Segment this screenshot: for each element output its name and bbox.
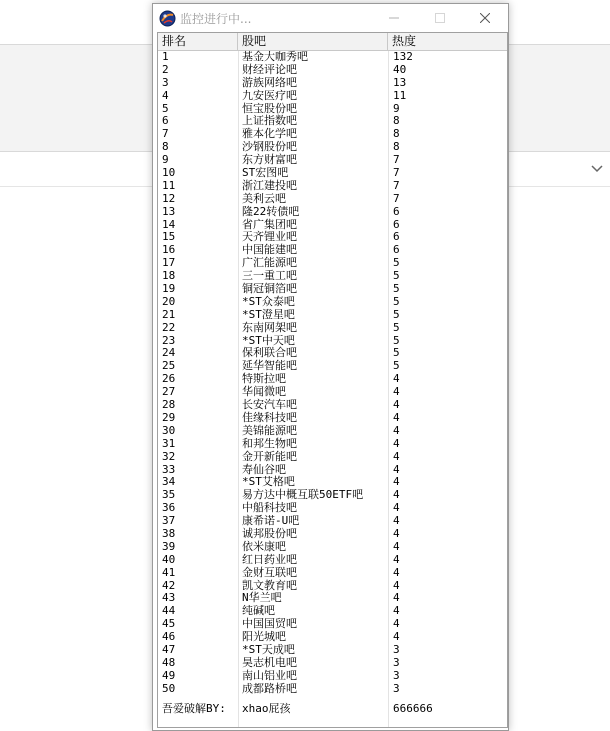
app-globe-icon xyxy=(159,10,176,27)
column-header-forum[interactable]: 股吧 xyxy=(238,33,388,50)
forum-name-cell: 保利联合吧 xyxy=(242,346,297,360)
rank-cell: 10 xyxy=(162,166,176,180)
list-item[interactable] xyxy=(158,167,507,180)
forum-name-cell: 恒宝股份吧 xyxy=(242,101,297,115)
rank-cell: 47 xyxy=(162,642,176,656)
list-item[interactable] xyxy=(158,464,507,477)
heat-cell: 5 xyxy=(393,294,400,308)
forum-name-cell: 华闻微吧 xyxy=(242,385,286,399)
rank-cell: 16 xyxy=(162,243,176,257)
forum-name-cell: 南山铝业吧 xyxy=(242,668,297,682)
forum-name-cell: 红日药业吧 xyxy=(242,552,297,566)
forum-name-cell: 浙江建投吧 xyxy=(242,178,297,192)
rank-cell: 25 xyxy=(162,359,176,373)
list-item[interactable] xyxy=(158,580,507,593)
forum-name-cell: 财经评论吧 xyxy=(242,62,297,76)
rank-cell: 30 xyxy=(162,423,176,437)
forum-name-cell: 中国国贸吧 xyxy=(242,617,297,631)
list-item[interactable] xyxy=(158,322,507,335)
forum-name-cell: 美锦能源吧 xyxy=(242,423,297,437)
list-item[interactable] xyxy=(158,244,507,257)
heat-cell: 4 xyxy=(393,449,400,463)
heat-cell: 7 xyxy=(393,153,400,167)
list-item[interactable] xyxy=(158,231,507,244)
rank-cell: 19 xyxy=(162,282,176,296)
heat-cell: 8 xyxy=(393,140,400,154)
rank-cell: 22 xyxy=(162,320,176,334)
maximize-button[interactable] xyxy=(417,4,463,33)
heat-cell: 4 xyxy=(393,398,400,412)
title-bar[interactable] xyxy=(153,4,508,33)
heat-cell: 40 xyxy=(393,62,407,76)
forum-name-cell: 沙钢股份吧 xyxy=(242,140,297,154)
forum-name-cell: 长安汽车吧 xyxy=(242,398,297,412)
heat-cell: 13 xyxy=(393,75,407,89)
heat-cell: 4 xyxy=(393,372,400,386)
rank-cell: 9 xyxy=(162,153,169,167)
column-header-heat[interactable]: 热度 xyxy=(392,34,417,48)
forum-name-cell: 易方达中概互联50ETF吧 xyxy=(242,488,364,502)
rank-cell: 26 xyxy=(162,372,176,386)
minimize-icon xyxy=(389,13,399,23)
list-item[interactable] xyxy=(158,670,507,683)
heat-cell: 4 xyxy=(393,591,400,605)
monitor-window xyxy=(152,3,509,731)
list-item[interactable] xyxy=(158,283,507,296)
heat-cell: 5 xyxy=(393,333,400,347)
list-item[interactable] xyxy=(158,528,507,541)
rank-cell: 49 xyxy=(162,668,176,682)
forum-name-cell: *ST艾格吧 xyxy=(242,475,295,489)
list-item[interactable] xyxy=(158,64,507,77)
close-icon xyxy=(480,13,490,23)
forum-name-cell: 寿仙谷吧 xyxy=(242,462,286,476)
rank-cell: 35 xyxy=(162,488,176,502)
forum-name-cell: 金开新能吧 xyxy=(242,449,297,463)
rank-cell: 21 xyxy=(162,307,176,321)
window-title: 监控进行中... xyxy=(180,12,252,26)
heat-cell: 4 xyxy=(393,578,400,592)
heat-cell: 4 xyxy=(393,410,400,424)
forum-name-cell: 中船科技吧 xyxy=(242,501,297,515)
heat-cell: 4 xyxy=(393,514,400,528)
list-item[interactable] xyxy=(158,270,507,283)
rank-cell: 50 xyxy=(162,681,176,695)
list-item[interactable] xyxy=(158,399,507,412)
rank-cell: 11 xyxy=(162,178,176,192)
heat-cell: 4 xyxy=(393,501,400,515)
forum-name-cell: 基金大咖秀吧 xyxy=(242,50,308,63)
list-item[interactable] xyxy=(158,219,507,232)
rank-cell: 15 xyxy=(162,230,176,244)
heat-cell: 6 xyxy=(393,243,400,257)
chevron-down-icon[interactable] xyxy=(590,162,604,176)
list-item[interactable] xyxy=(158,554,507,567)
forum-name-cell: 昊志机电吧 xyxy=(242,655,297,669)
heat-cell: 4 xyxy=(393,630,400,644)
rank-cell: 32 xyxy=(162,449,176,463)
heat-cell: 4 xyxy=(393,462,400,476)
rank-cell: 18 xyxy=(162,269,176,283)
heat-cell: 5 xyxy=(393,346,400,360)
heat-cell: 7 xyxy=(393,166,400,180)
forum-name-cell: 成都路桥吧 xyxy=(242,681,297,695)
forum-name-cell: 金财互联吧 xyxy=(242,565,297,579)
rank-cell: 44 xyxy=(162,604,176,618)
forum-name-cell: N华兰吧 xyxy=(242,591,282,605)
list-item[interactable] xyxy=(158,502,507,515)
forum-name-cell: ST宏图吧 xyxy=(242,166,289,180)
forum-name-cell: 凯文教育吧 xyxy=(242,578,297,592)
forum-name-cell: *ST中天吧 xyxy=(242,333,295,347)
forum-name-cell: 中国能建吧 xyxy=(242,243,297,257)
forum-name-cell: 上证指数吧 xyxy=(242,114,297,128)
forum-name-cell: 东方财富吧 xyxy=(242,153,297,167)
rank-cell: 12 xyxy=(162,191,176,205)
heat-cell: 9 xyxy=(393,101,400,115)
heat-cell: 4 xyxy=(393,385,400,399)
forum-name-cell: 省广集团吧 xyxy=(242,217,297,231)
list-item[interactable] xyxy=(158,412,507,425)
footer-code: 666666 xyxy=(393,702,433,715)
list-item[interactable] xyxy=(158,90,507,103)
rank-cell: 45 xyxy=(162,617,176,631)
rank-cell: 46 xyxy=(162,630,176,644)
rank-cell: 5 xyxy=(162,101,169,115)
rank-cell: 34 xyxy=(162,475,176,489)
rank-cell: 28 xyxy=(162,398,176,412)
forum-name-cell: 铜冠铜箔吧 xyxy=(242,282,297,296)
forum-name-cell: 纯碱吧 xyxy=(242,604,275,618)
heat-cell: 4 xyxy=(393,604,400,618)
forum-name-cell: 诚邦股份吧 xyxy=(242,526,297,540)
rank-cell: 7 xyxy=(162,127,169,141)
rank-cell: 27 xyxy=(162,385,176,399)
rank-cell: 48 xyxy=(162,655,176,669)
rank-cell: 17 xyxy=(162,256,176,270)
list-item[interactable] xyxy=(158,541,507,554)
heat-cell: 5 xyxy=(393,282,400,296)
heat-cell: 8 xyxy=(393,127,400,141)
list-item[interactable] xyxy=(158,128,507,141)
rank-cell: 40 xyxy=(162,552,176,566)
maximize-icon xyxy=(435,13,445,23)
list-item[interactable] xyxy=(158,103,507,116)
rank-cell: 36 xyxy=(162,501,176,515)
heat-cell: 5 xyxy=(393,359,400,373)
list-item[interactable] xyxy=(158,425,507,438)
ranking-list[interactable] xyxy=(157,32,508,728)
forum-name-cell: 和邦生物吧 xyxy=(242,436,297,450)
rank-cell: 20 xyxy=(162,294,176,308)
forum-name-cell: *ST澄星吧 xyxy=(242,307,295,321)
list-item[interactable] xyxy=(158,592,507,605)
rank-cell: 42 xyxy=(162,578,176,592)
heat-cell: 6 xyxy=(393,204,400,218)
heat-cell: 6 xyxy=(393,230,400,244)
list-item[interactable] xyxy=(158,438,507,451)
rank-cell: 14 xyxy=(162,217,176,231)
column-header-rank[interactable]: 排名 xyxy=(158,33,238,50)
rank-cell: 33 xyxy=(162,462,176,476)
list-item[interactable] xyxy=(158,309,507,322)
list-item[interactable] xyxy=(158,605,507,618)
rank-cell: 41 xyxy=(162,565,176,579)
list-item[interactable] xyxy=(158,567,507,580)
rank-cell: 37 xyxy=(162,514,176,528)
list-item[interactable] xyxy=(158,347,507,360)
list-item[interactable] xyxy=(158,515,507,528)
forum-name-cell: 延华智能吧 xyxy=(242,359,297,373)
rank-cell: 24 xyxy=(162,346,176,360)
list-footer-row xyxy=(158,702,507,716)
list-item[interactable] xyxy=(158,77,507,90)
heat-cell: 4 xyxy=(393,539,400,553)
list-item[interactable] xyxy=(158,193,507,206)
forum-name-cell: 游族网络吧 xyxy=(242,75,297,89)
rank-cell: 4 xyxy=(162,88,169,102)
list-item[interactable] xyxy=(158,335,507,348)
list-item[interactable] xyxy=(158,154,507,167)
list-item[interactable] xyxy=(158,683,507,696)
forum-name-cell: 特斯拉吧 xyxy=(242,372,286,386)
list-item[interactable] xyxy=(158,657,507,670)
forum-name-cell: 美利云吧 xyxy=(242,191,286,205)
list-item[interactable] xyxy=(158,644,507,657)
heat-cell: 4 xyxy=(393,436,400,450)
forum-name-cell: 九安医疗吧 xyxy=(242,88,297,102)
rank-cell: 2 xyxy=(162,62,169,76)
heat-cell: 5 xyxy=(393,256,400,270)
heat-cell: 8 xyxy=(393,114,400,128)
heat-cell: 11 xyxy=(393,88,407,102)
forum-name-cell: *ST天成吧 xyxy=(242,642,295,656)
heat-cell: 5 xyxy=(393,307,400,321)
list-rows xyxy=(158,51,507,696)
footer-author: xhao屁孩 xyxy=(242,702,291,715)
list-item[interactable] xyxy=(158,141,507,154)
footer-credit-label: 吾爱破解BY: xyxy=(162,702,226,715)
heat-cell: 5 xyxy=(393,320,400,334)
list-item[interactable] xyxy=(158,618,507,631)
heat-cell: 4 xyxy=(393,552,400,566)
rank-cell: 6 xyxy=(162,114,169,128)
forum-name-cell: 康希诺-U吧 xyxy=(242,514,300,528)
rank-cell: 13 xyxy=(162,204,176,218)
list-item[interactable] xyxy=(158,115,507,128)
list-item[interactable] xyxy=(158,631,507,644)
heat-cell: 4 xyxy=(393,475,400,489)
list-item[interactable] xyxy=(158,296,507,309)
heat-cell: 6 xyxy=(393,217,400,231)
heat-cell: 4 xyxy=(393,423,400,437)
list-item[interactable] xyxy=(158,257,507,270)
list-item[interactable] xyxy=(158,360,507,373)
rank-cell: 3 xyxy=(162,75,169,89)
rank-cell: 8 xyxy=(162,140,169,154)
list-item[interactable] xyxy=(158,373,507,386)
forum-name-cell: 雅本化学吧 xyxy=(242,127,297,141)
heat-cell: 3 xyxy=(393,668,400,682)
forum-name-cell: 隆22转债吧 xyxy=(242,204,300,218)
rank-cell: 1 xyxy=(162,50,169,63)
heat-cell: 7 xyxy=(393,178,400,192)
list-item[interactable] xyxy=(158,51,507,64)
rank-cell: 39 xyxy=(162,539,176,553)
heat-cell: 4 xyxy=(393,526,400,540)
minimize-button[interactable] xyxy=(371,4,417,33)
list-item[interactable] xyxy=(158,451,507,464)
forum-name-cell: 佳缘科技吧 xyxy=(242,410,297,424)
forum-name-cell: 三一重工吧 xyxy=(242,269,297,283)
close-button[interactable] xyxy=(462,4,508,33)
list-item[interactable] xyxy=(158,386,507,399)
forum-name-cell: 东南网架吧 xyxy=(242,320,297,334)
heat-cell: 4 xyxy=(393,488,400,502)
heat-cell: 4 xyxy=(393,617,400,631)
rank-cell: 43 xyxy=(162,591,176,605)
forum-name-cell: 依米康吧 xyxy=(242,539,286,553)
heat-cell: 7 xyxy=(393,191,400,205)
heat-cell: 3 xyxy=(393,655,400,669)
list-header xyxy=(158,33,507,51)
forum-name-cell: 广汇能源吧 xyxy=(242,256,297,270)
forum-name-cell: 天齐锂业吧 xyxy=(242,230,297,244)
heat-cell: 4 xyxy=(393,565,400,579)
heat-cell: 5 xyxy=(393,269,400,283)
rank-cell: 38 xyxy=(162,526,176,540)
list-item[interactable] xyxy=(158,489,507,502)
forum-name-cell: *ST众泰吧 xyxy=(242,294,295,308)
rank-cell: 23 xyxy=(162,333,176,347)
heat-cell: 3 xyxy=(393,681,400,695)
forum-name-cell: 阳光城吧 xyxy=(242,630,286,644)
rank-cell: 29 xyxy=(162,410,176,424)
heat-cell: 3 xyxy=(393,642,400,656)
rank-cell: 31 xyxy=(162,436,176,450)
heat-cell: 132 xyxy=(393,50,413,63)
list-item[interactable] xyxy=(158,180,507,193)
list-item[interactable] xyxy=(158,206,507,219)
